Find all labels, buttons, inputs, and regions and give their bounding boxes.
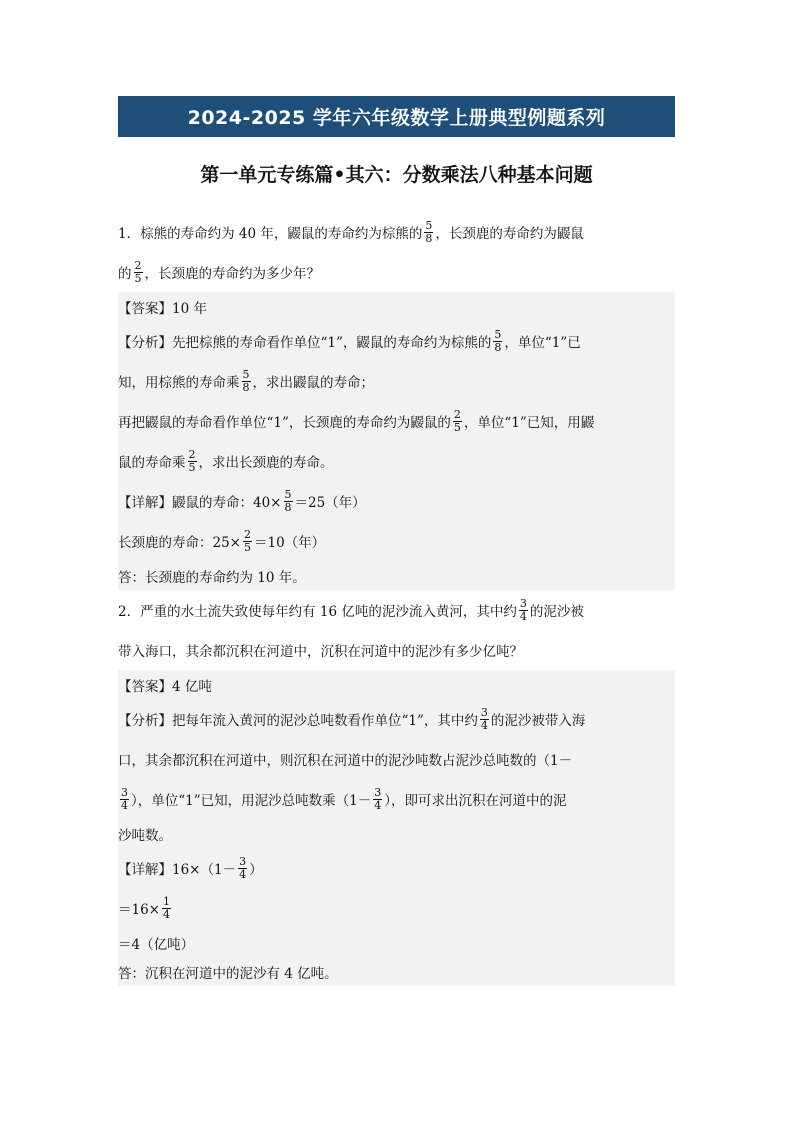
problem-2-question-line-1: 2．严重的水土流失致使每年约有 16 亿吨的泥沙流入黄河，其中约 $\frac{3}{4}$ 的泥沙被 [118, 596, 584, 623]
fraction: $\frac{5}{8}$ [425, 218, 433, 245]
section-subtitle: 第一单元专练篇•其六：分数乘法八种基本问题 [200, 164, 593, 186]
analysis-line: 沙吨数。 [118, 827, 172, 844]
detail-line: ＝4（亿吨） [118, 936, 195, 953]
problem-2-question-line-2: 带入海口，其余都沉积在河道中，沉积在河道中的泥沙有多少亿吨？ [118, 644, 523, 660]
analysis-line: 鼠的寿命乘 $\frac{2}{5}$ ，求出长颈鹿的寿命。 [118, 447, 334, 474]
fraction: $\frac{3}{4}$ [121, 785, 128, 812]
problem-1-question-line-2: 的 $\frac{2}{5}$ ，长颈鹿的寿命约为多少年？ [118, 258, 320, 285]
analysis-line: 再把鼹鼠的寿命看作单位“1”，长颈鹿的寿命约为鼹鼠的 $\frac{2}{5}$ ，单位“1”已知，用鼹 [118, 407, 595, 434]
banner-title: 2024-2025 学年六年级数学上册典型例题系列 [187, 107, 606, 129]
title-banner [118, 96, 675, 137]
detail-line: 【详解】16×（1－ $\frac{3}{4}$ ） [118, 854, 263, 881]
final-answer: 答：长颈鹿的寿命约为 10 年。 [118, 569, 306, 586]
problem-1-solution [118, 292, 675, 590]
detail-line: ＝16× $\frac{1}{4}$ [118, 894, 170, 921]
final-answer: 答：沉积在河道中的泥沙有 4 亿吨。 [118, 965, 338, 982]
analysis-line: 【分析】先把棕熊的寿命看作单位“1”，鼹鼠的寿命约为棕熊的 $\frac{5}{8}$ ，单位“1”已 [118, 327, 581, 354]
detail-line: 长颈鹿的寿命：25× $\frac{2}{5}$ ＝10（年） [118, 527, 326, 554]
fraction: $\frac{3}{4}$ [519, 596, 527, 623]
fraction: $\frac{3}{4}$ [239, 854, 247, 881]
fraction: $\frac{5}{8}$ [284, 487, 292, 514]
answer-label: 【答案】4 亿吨 [118, 678, 212, 695]
fraction: $\frac{3}{4}$ [374, 785, 382, 812]
analysis-line: 知，用棕熊的寿命乘 $\frac{5}{8}$ ，求出鼹鼠的寿命； [118, 367, 374, 394]
answer-label: 【答案】10 年 [118, 300, 207, 317]
document-body [118, 212, 675, 986]
analysis-line: 口，其余都沉积在河道中，则沉积在河道中的泥沙吨数占泥沙总吨数的（1－ [118, 753, 573, 769]
analysis-line: 【分析】把每年流入黄河的泥沙总吨数看作单位“1”，其中约 $\frac{3}{4}$ 的泥沙被带入海 [118, 705, 586, 732]
fraction: $\frac{2}{5}$ [453, 407, 461, 434]
fraction: $\frac{5}{8}$ [494, 327, 502, 354]
fraction: $\frac{2}{5}$ [134, 258, 142, 285]
fraction: $\frac{2}{5}$ [188, 447, 196, 474]
fraction: $\frac{1}{4}$ [163, 894, 170, 921]
analysis-line: $\frac{3}{4}$ ），单位“1”已知，用泥沙总吨数乘（1－ $\frac{3}{4}$ ），即可求出沉积在河道中的泥 [121, 785, 567, 812]
detail-line: 【详解】鼹鼠的寿命：40× $\frac{5}{8}$ ＝25（年） [118, 487, 366, 514]
problem-1-question-line-1: 1．棕熊的寿命约为 40 年，鼹鼠的寿命约为棕熊的 $\frac{5}{8}$ ，长颈鹿的寿命约为鼹鼠 [118, 218, 584, 245]
fraction: $\frac{2}{5}$ [244, 527, 251, 554]
problem-2-solution [118, 670, 675, 986]
fraction: $\frac{5}{8}$ [242, 367, 250, 394]
fraction: $\frac{3}{4}$ [480, 705, 488, 732]
